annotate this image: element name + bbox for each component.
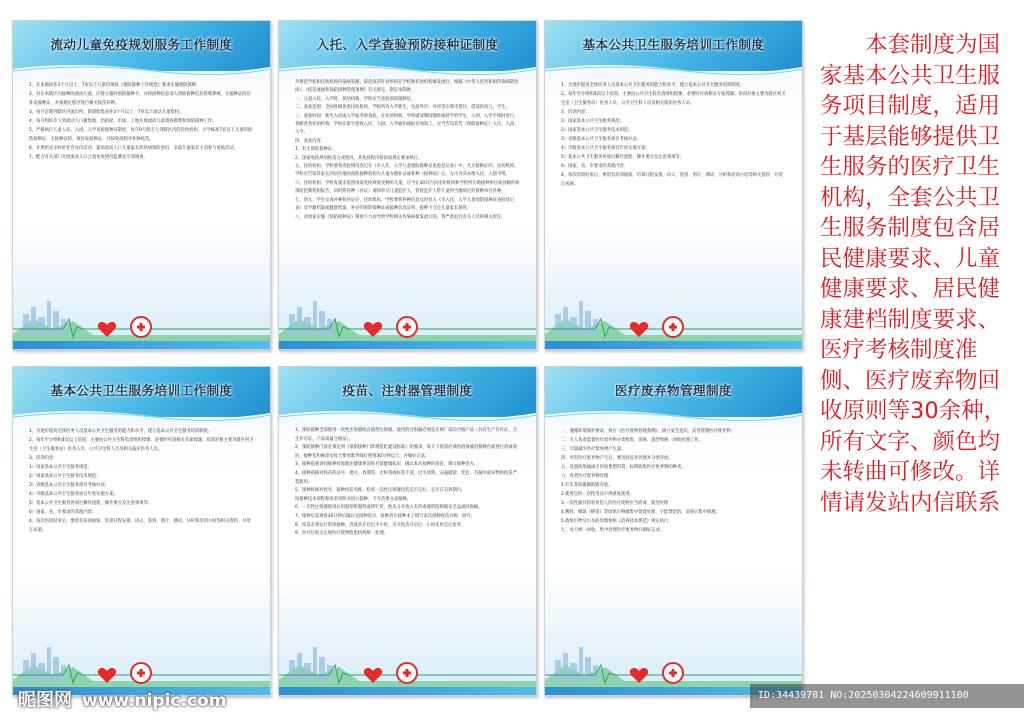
paragraph: 五、托幼机构、学校要将查验情况登记在《市入托、入学儿童预防接种证查验登记表》中，凡无接种证的，托幼机构、学校应告知其家长到居住地的预防接种机构为儿童办理补证或补种《接种证》后，方可为其办理入托、入园手续。: [295, 164, 519, 178]
paragraph: 4、接种前核对疫苗的品号、批号、效期等，无标签或标签不清，过失效期，安瓿破裂、变色、有凝块或异物的疫苗严禁使用。: [295, 470, 517, 485]
description-paragraph: 本套制度为国家基本公共卫生服务项目制度，适用于基层能够提供卫生服务的医疗卫生机构，全套公共卫生服务制度包含居民健康要求、儿童健康要求、居民健康建档制度要求、医疗考核制度准侧、医疗废弃物回收原则等30余种，所有文字、颜色均未转曲可修改。详情请发站内信联系: [820, 32, 1007, 516]
watermark-logo-text: 昵图网: [18, 690, 72, 711]
header-wave-decoration: [545, 407, 802, 425]
paragraph: 二、专人负责监督医疗废弃物分类收集、消毒、毁型和统一回收处理工作。: [561, 438, 703, 443]
board-body: [295, 79, 520, 222]
paragraph: 3）省级基本公共卫生服务项目考核办法；: [29, 483, 110, 488]
paragraph: 1）国家基本公共卫生服务规范；: [561, 119, 624, 124]
paragraph: 3、每月定期到辖区内流出所、街道收集居住3个月以上、7岁以下流动儿童资料。: [29, 110, 184, 115]
paragraph: 6、开展形式多样的社会宣传活动，提高流动人口儿童家长的疾病预防意识，争取儿童家长主动参与免疫活动。: [29, 146, 238, 151]
poster-board-4: [12, 366, 271, 696]
paragraph: 5）基本公共卫生服务各项目操作流程，操作要点及注意事项等；: [29, 501, 153, 506]
paragraph: 1、为逐步提高全体医务人员基本公共卫生服务的能力和水平，建立基本公共卫生服务培训制度。: [561, 83, 745, 88]
paragraph: 2、每年至少组织4次以上培训，主要由公共卫生科负责组织授课，必要时可请相关专家授课。培训对象主要为辖区村卫生室（卫生服务站）医务人员、公共卫生科人员及相关临床医务人员。: [561, 92, 786, 106]
board-body: [29, 81, 254, 162]
paragraph: 1）国家基本公共卫生服务规范；: [29, 465, 92, 470]
paragraph: 为规范学校和托幼机构传染病管理，防范疫苗针对疾病在学校和托幼机构暴发流行，根据《中华人民共和国传染病防治法》、《疫苗流通和预防接种管理条例》有关规定，制定本制度：: [295, 80, 519, 94]
header-wave-decoration: [545, 61, 802, 79]
paragraph: 4.敷料、棉球（棉签）等固体污物做集中焚烧处理，不能焚烧的，消毒后集中填埋。: [561, 510, 720, 515]
paragraph: 三、查验时间：新生入托或入学报名时查验，在托幼机构、学校就读期间插班或转学的学生，入园、入学手续时进行，各级各类托幼机构、学校在新生招收入托、入园、入学通知或报名须知上，应当告知其凭《预防接种证》入托、入园、入学。: [295, 113, 519, 136]
paragraph: 一、遵循环境保护要求，执行《医疗废物管理条例》，树立安全意识，妥善管理医疗废弃物。: [561, 429, 736, 434]
poster-board-2: [278, 20, 537, 350]
paragraph: 二、查验范围：全国各级各类托幼机构、学校所有入学新生，包括外市、外省等在我市借住、借读的幼儿、学生。: [295, 105, 510, 111]
paragraph: 6）国家、省、市要求的其他内容；: [29, 510, 97, 515]
paragraph: 2）国家基本公共卫生服务技术规范；: [29, 474, 101, 479]
footer-bar: [545, 341, 802, 349]
paragraph: 3、培训内容：: [561, 110, 590, 115]
paragraph: 四、查验内容：: [295, 138, 326, 144]
footer-bar: [279, 341, 536, 349]
paragraph: 六、各类医疗废弃物处理：: [561, 474, 613, 479]
paragraph: 2、预防接种门诊必须达到《预防接种门诊规范化建设标准》的要求，每天下班前必须用消毒液对接种台面进行消毒清洁，接种室和候诊室每天要用紫外线灯照射30分钟以上，并做好记录。: [295, 445, 517, 459]
paragraph: 2、国家免疫规划疫苗完成情况，其免疫程序按国家规定要求执行。: [295, 155, 423, 161]
image-id-stamp: ID:34439701 NO:20250304224609911100: [750, 684, 1024, 708]
city-skyline-footer: [13, 279, 270, 349]
board-title: 医疗废弃物管理制度: [614, 383, 732, 398]
site-watermark: [18, 686, 226, 712]
poster-board-6: [544, 366, 803, 696]
paragraph: 4、每月组织专人到流动人口聚集地、出租屋、市场、工地开展流动儿童调查摸底和预防接种工作。: [29, 119, 217, 124]
paragraph: 4）市级基本公共卫生服务项目年度实施方案；: [561, 146, 650, 151]
paragraph: 1、在本地居住3个月以上、7岁以下儿童均须按《预防接种工作规范》要求实施预防接种。: [29, 83, 201, 88]
paragraph: 9、医疗垃圾交正规医疗废物收集机构统一处理。: [295, 531, 388, 537]
paragraph: 6、一次性注射器使用后用毁型机毁型或将针管、枕头分开放入有消毒液的防刺破安全盒或回收桶。: [295, 505, 483, 511]
paragraph: 五、设置收集桶或专用收集塑料袋，标明收集医疗废弃物的种类。: [561, 465, 686, 470]
paragraph: 8、疫苗必须实行带冰接种，活疫苗开启后半小时，灭火疫苗开启后一小时未用完应废弃。: [295, 522, 466, 528]
board-body: [561, 81, 786, 189]
header-wave-decoration: [13, 61, 270, 79]
paragraph: 2）国家基本公共卫生服务技术规范；: [561, 128, 633, 133]
paragraph: 1、有无预防接种证；: [295, 147, 337, 153]
paragraph: 一、儿童入托、入学时，托幼机构、学校应当查验预防接种证。: [295, 96, 416, 102]
paragraph: 3）省级基本公共卫生服务项目考核办法；: [561, 137, 642, 142]
board-body: [561, 427, 786, 535]
header-wave-decoration: [279, 407, 536, 425]
board-title: 基本公共卫生服务培训工作制度: [50, 383, 233, 398]
paragraph: 4、每次培训结束后，要留有培训通知、培训日程安排、讲义、签到、照片、测试、分析和培训小结等相关资料，并装订成册。: [561, 173, 783, 187]
paragraph: 3、接种前须询问接种对象既往健康情况和目前健康状况，确认本次接种的疫苗，填写接种处方。: [295, 462, 479, 468]
paragraph: 3.一次性器具和容易伤人的医疗废物应当消毒、毁型处理: [561, 501, 669, 506]
paragraph: 2、对在本辖区内接种的流动儿童，应建立临时预防接种卡，并将接种信息录入预防接种信息管理系统，无接种证的应补发接种证，并按规定程序进行相关疫苗补种。: [29, 92, 251, 106]
footer-bar: [13, 341, 270, 349]
paragraph: 4、每次培训结束后，要留有培训通知、培训日程安排、讲义、签到、照片、测试、分析和培训小结等相关资料，并装订成册。: [29, 519, 251, 533]
paragraph: 7、配合有关部门开展流动人口儿童免疫情况监测及专项调查。: [29, 155, 148, 160]
paragraph: 三、尽量减少医疗废弃物产生量。: [561, 447, 626, 452]
paragraph: 5、接种时核对姓名、接种疫苗名称，检查一次性注射器包装是否完好，是否在有效期内。: [295, 488, 466, 494]
paragraph: 四、所有医疗废弃物产生后，要及时妥善处理并分类存放。: [561, 456, 673, 461]
city-skyline-footer: [13, 625, 270, 695]
board-body: [295, 427, 520, 539]
paragraph: 按接种技术规程和疫苗说明书进行接种，卡介苗要分桌接种。: [295, 496, 412, 502]
board-body: [29, 427, 254, 535]
paragraph: 7、接种后需观察30分钟后确认无接种反应，接种者在接种本上填写本次接种疫苗名称、批号。: [295, 513, 476, 519]
watermark-url: www.nipic.com: [82, 691, 227, 711]
city-skyline-footer: [279, 625, 536, 695]
poster-board-1: [12, 20, 271, 350]
paragraph: 七、幼儿、学生完成补种和补证后，托幼机构、学校要将补种信息及时登入《市入托、入学儿童预防接种证查验登记表》及学籍档案或健康档案，补办的预防接种证或接种信息证明、接种卡交还儿童家长保管。: [295, 197, 515, 212]
header-wave-decoration: [279, 61, 536, 79]
paragraph: 2.使用过的一次性用品不得重复使用。: [561, 492, 634, 497]
paragraph: 2、每年至少组织4次以上培训，主要由公共卫生科负责组织授课，必要时可请相关专家授课。培训对象主要为辖区村卫生室（卫生服务站）医务人员、公共卫生科人员及相关临床医务人员。: [29, 438, 254, 452]
paragraph: 六、托幼机构、学校发现未依照国家免疫规划受种的儿童，应当在30日内向托幼机构和学校所在地接种单位或县级疾病预防控制机构报告，同时将补种（补证）通知单交儿童监护人，督促监护人带儿童到当地规定的接种单位补种。: [295, 180, 520, 195]
board-title: 入托、入学查验预防接种证制度: [316, 37, 499, 52]
header-wave-decoration: [13, 407, 270, 425]
paragraph: 1、预防接种全部使用一次性注射器或自毁型注射器。使用的注射器必须是正规厂家的合格产品（具有生产许可证、卫生许可证、产品质量合格证）。: [295, 428, 517, 442]
paragraph: 5.液体污物及污水的处理参照《消毒技术规范》规定执行。: [561, 519, 673, 524]
city-skyline-footer: [545, 279, 802, 349]
board-title: 疫苗、注射器管理制度: [342, 383, 473, 398]
paragraph: 1、为逐步提高全体医务人员基本公共卫生服务的能力和水平，建立基本公共卫生服务培训制度。: [29, 429, 213, 434]
city-skyline-footer: [279, 279, 536, 349]
paragraph: 1.针头等锐器做销毁存放。: [561, 483, 613, 488]
board-title: 流动儿童免疫规划服务工作制度: [50, 37, 233, 52]
paragraph: 4）市级基本公共卫生服务项目年度实施方案；: [29, 492, 118, 497]
board-title: 基本公共卫生服务培训工作制度: [582, 37, 765, 52]
paragraph: 八、对国家实施《预防接种证》制度不力而导致学校相关传染病暴发流行的，将严肃追究有关人员的相关责任。: [295, 214, 506, 220]
poster-board-5: [278, 366, 537, 696]
paragraph: 3、培训内容：: [29, 456, 58, 461]
paragraph: 5）基本公共卫生服务各项目操作流程，操作要点及注意事项等；: [561, 155, 685, 160]
description-text-block: [820, 30, 1020, 518]
paragraph: 5、严格执行儿童入托、入园、入学查验接种证制度，每年9月派专人到辖区内的托幼机构、小学核查7岁以下儿童的预防接种证，无接种证的，须补发接种证，并按免疫程序补种疫苗。: [29, 128, 253, 142]
paragraph: 6）国家、省、市要求的其他内容；: [561, 164, 629, 169]
poster-board-3: [544, 20, 803, 350]
footer-bar: [279, 687, 536, 695]
paragraph: 七、每天统一回收，集中处理医疗废弃物并做好记录。: [561, 528, 665, 533]
